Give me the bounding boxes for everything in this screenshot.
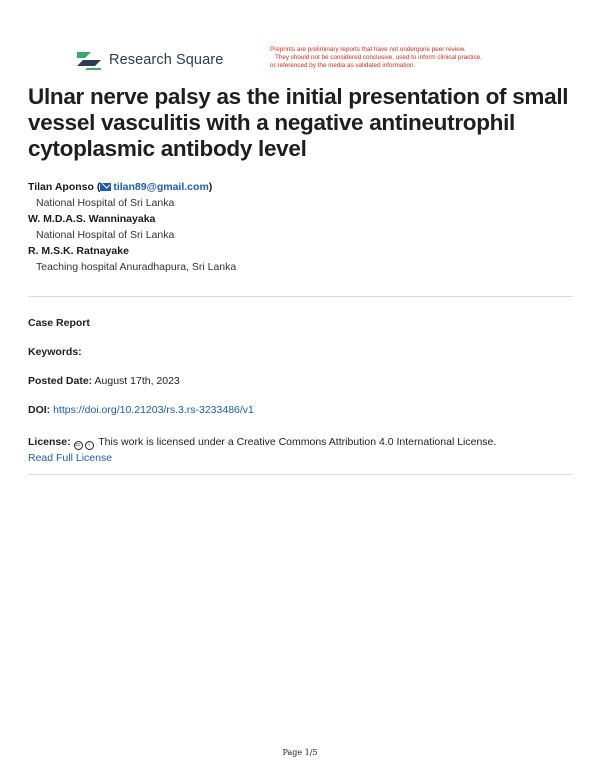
research-square-logo[interactable]: [75, 49, 223, 71]
divider: [28, 296, 573, 297]
cc-icon: cc: [75, 442, 81, 448]
read-full-license-link[interactable]: Read Full License: [28, 452, 113, 464]
divider: [28, 474, 573, 475]
author-name: W. M.D.A.S. Wanninayaka: [28, 213, 156, 225]
notice-line: They should not be considered conclusive, used to inform clinical practice,: [275, 53, 482, 61]
page-number: Page 1/5: [282, 748, 318, 757]
author-affiliation: National Hospital of Sri Lanka: [36, 229, 175, 241]
by-icon: i: [85, 441, 94, 450]
author-name: R. M.S.K. Ratnayake: [28, 245, 129, 257]
author-affiliation: National Hospital of Sri Lanka: [36, 197, 175, 209]
research-square-logo-icon: [75, 49, 103, 71]
preprint-notice: [270, 46, 570, 69]
author-list: [28, 180, 588, 276]
license: License: cc i This work is licensed under a Creative Commons Attribution 4.0 International License. Read Full License: [28, 436, 497, 464]
notice-line: Preprints are preliminary reports that have not undergone peer review.: [270, 46, 466, 53]
posted-date: Posted Date: August 17th, 2023: [28, 375, 180, 387]
author-name: Tilan Aponso ( tilan89@gmail.com): [28, 181, 213, 193]
brand-name: Research Square: [109, 52, 224, 68]
author-affiliation: Teaching hospital Anuradhapura, Sri Lanka: [36, 261, 237, 273]
keywords: Keywords:: [28, 346, 82, 358]
article-type: Case Report: [28, 317, 90, 329]
doi: DOI: https://doi.org/10.21203/rs.3.rs-3233486/v1: [28, 404, 254, 416]
author-email-link[interactable]: tilan89@gmail.com: [100, 181, 208, 193]
envelope-icon: [100, 183, 111, 191]
doi-link[interactable]: https://doi.org/10.21203/rs.3.rs-3233486/v1: [53, 404, 254, 416]
paper-title: Ulnar nerve palsy as the initial presentation of small vessel vasculitis with a negative antineutrophil cytoplasmic antibody level: [28, 84, 569, 161]
notice-line: or referenced by the media as validated information.: [270, 61, 416, 69]
